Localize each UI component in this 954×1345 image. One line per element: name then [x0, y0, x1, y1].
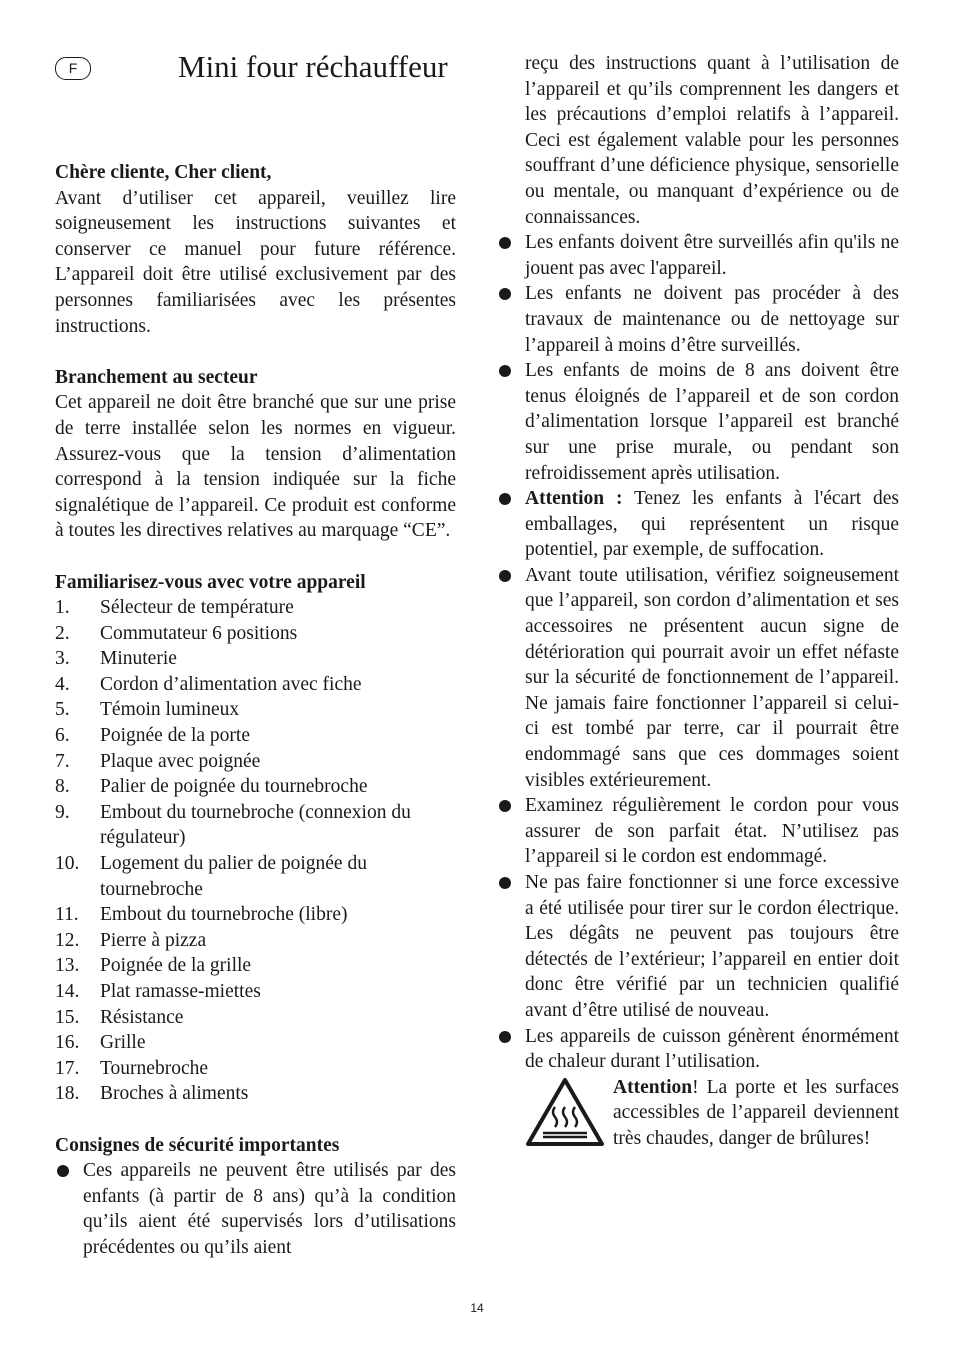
left-column	[55, 160, 456, 1261]
item-label: Résistance	[100, 1006, 184, 1028]
list-item	[55, 1081, 456, 1107]
spacer	[55, 339, 456, 365]
safety-list-continued	[497, 230, 899, 1075]
list-item	[497, 358, 899, 486]
bullet-icon	[499, 288, 511, 300]
hot-warning-text: ! La porte et les surfaces accessibles de l’appareil deviennent très chaudes, danger de brûlures!	[613, 1076, 899, 1149]
item-label: Plat ramasse-miettes	[100, 981, 261, 1002]
item-number: 4.	[55, 673, 70, 695]
item-label: Pierre à pizza	[100, 929, 207, 951]
item-number: 16.	[55, 1032, 80, 1054]
item-label: Plaque avec poignée	[100, 750, 261, 772]
item-label: Grille	[100, 1032, 146, 1054]
item-label: Broches à aliments	[100, 1083, 249, 1105]
intro-heading: Chère cliente, Cher client,	[55, 162, 272, 183]
safety-heading: Consignes de sécurité importantes	[55, 1134, 340, 1156]
item-label: Embout du tournebroche (connexion du régulateur)	[100, 801, 411, 849]
safety-list	[55, 1158, 456, 1260]
bullet-continuation: reçu des instructions quant à l’utilisation de l’appareil et qu’ils comprennent les dangers et les précautions d’emploi relatifs à l’appareil. Ceci est également valable pour les personnes souffrant d’une déficience physique, sensorielle ou mentale, ou manquant d’expérience ou de connaissances.	[525, 53, 899, 228]
item-label: Tournebroche	[100, 1057, 209, 1079]
bullet-icon	[499, 493, 511, 505]
hot-surface-icon	[525, 1077, 605, 1147]
item-label: Poignée de la grille	[100, 955, 252, 977]
intro-text: Avant d’utiliser cet appareil, veuillez lire soigneusement les instructions suivantes et conserver ce manuel pour future référence. L’appareil doit être utilisé exclusivement par des personnes familiarisées avec les présentes instructions.	[55, 187, 456, 337]
page-number: 14	[470, 1301, 484, 1315]
list-item	[497, 793, 899, 870]
bullet-icon	[499, 800, 511, 812]
list-item	[55, 800, 456, 851]
list-item	[55, 1158, 456, 1260]
bullet-text: Tenez les enfants à l'écart des emballages, qui représentent un risque potentiel, par exemple, de suffocation.	[525, 488, 899, 561]
list-item	[55, 672, 456, 698]
list-item	[55, 774, 456, 800]
list-item	[55, 697, 456, 723]
item-number: 9.	[55, 801, 70, 823]
list-item	[55, 902, 456, 928]
list-item	[497, 1024, 899, 1075]
list-item	[55, 953, 456, 979]
page-title: Mini four réchauffeur	[178, 49, 448, 84]
bullet-icon	[57, 1165, 69, 1177]
item-number: 1.	[55, 597, 70, 619]
list-item	[497, 230, 899, 281]
list-item	[55, 1056, 456, 1082]
bullet-icon	[499, 365, 511, 377]
bullet-text: Examinez régulièrement le cordon pour vous assurer de son parfait état. N’utilisez pas l’appareil si le cordon est endommagé.	[525, 795, 899, 868]
list-item	[55, 1030, 456, 1056]
item-label: Commutateur 6 positions	[100, 622, 298, 644]
item-number: 17.	[55, 1057, 80, 1079]
bullet-text: Ne pas faire fonctionner si une force excessive a été utilisée pour tirer sur le cordon électrique. Les dégâts ne peuvent pas toujours être détectés de l’extérieur; l’appareil en entier doit donc être vérifié par un technicien qualifié avant d’être utilisé de nouveau.	[525, 872, 899, 1021]
bullet-icon	[499, 877, 511, 889]
bullet-icon	[499, 237, 511, 249]
item-number: 8.	[55, 776, 70, 798]
item-number: 11.	[55, 904, 79, 926]
bullet-text: Les enfants doivent être surveillés afin qu'ils ne jouent pas avec l'appareil.	[525, 232, 899, 279]
item-label: Témoin lumineux	[100, 699, 240, 721]
list-item	[55, 928, 456, 954]
mains-text: Cet appareil ne doit être branché que sur une prise de terre installée selon les normes en vigueur. Assurez-vous que la tension d’alimentation correspond à la tension indiquée sur la fiche signalétique de l’appareil. Ce produit est conforme à toutes les directives relatives au marquage “CE”.	[55, 392, 456, 542]
bullet-text: Les enfants ne doivent pas procéder à des travaux de maintenance ou de nettoyage sur l’appareil à moins d’être surveillés.	[525, 283, 899, 356]
list-item	[55, 979, 456, 1005]
item-number: 14.	[55, 981, 80, 1002]
item-label: Poignée de la porte	[100, 725, 250, 747]
list-item	[497, 486, 899, 563]
parts-heading: Familiarisez-vous avec votre appareil	[55, 571, 366, 593]
bullet-text: Les enfants de moins de 8 ans doivent être tenus éloignés de l’appareil et de son cordon d’alimentation lorsque l’appareil est branché sur une prise murale, ou pendant son refroidissement après utilisation.	[525, 360, 899, 484]
item-number: 7.	[55, 750, 70, 772]
item-number: 5.	[55, 699, 70, 721]
spacer	[55, 1107, 456, 1133]
list-item	[497, 870, 899, 1024]
bullet-icon	[499, 1031, 511, 1043]
list-item	[55, 595, 456, 621]
item-label: Logement du palier de poignée du tournebroche	[100, 853, 367, 900]
list-item	[55, 1005, 456, 1031]
bullet-text: Ces appareils ne peuvent être utilisés par des enfants (à partir de 8 ans) qu’à la condition qu’ils aient été supervisés lors d’utilisations précédentes ou qu’ils aient	[83, 1160, 456, 1258]
list-item	[55, 646, 456, 672]
hot-warning-label: Attention	[613, 1076, 693, 1098]
item-number: 10.	[55, 853, 80, 875]
hot-surface-warning	[497, 1075, 899, 1152]
item-number: 3.	[55, 648, 70, 670]
bullet-text: Avant toute utilisation, vérifiez soigneusement que l’appareil, son cordon d’alimentation et ses accessoires ne présentent aucun signe de détérioration qui pourrait avoir un effet néfaste sur la sécurité de fonctionnement de l’appareil. Ne jamais faire fonctionner l’appareil si celui-ci est tombé par terre, car il pourrait être endommagé sans que ces dommages soient visibles extérieurement.	[525, 564, 899, 791]
item-label: Minuterie	[100, 648, 177, 670]
item-label: Sélecteur de température	[100, 597, 294, 619]
list-item	[55, 851, 456, 902]
item-number: 13.	[55, 955, 80, 977]
list-item	[55, 723, 456, 749]
parts-list	[55, 595, 456, 1107]
bullet-icon	[499, 570, 511, 582]
bullet-text: Les appareils de cuisson génèrent énormément de chaleur durant l’utilisation.	[525, 1025, 899, 1073]
item-label: Cordon d’alimentation avec fiche	[100, 673, 362, 695]
item-number: 12.	[55, 929, 80, 951]
attention-label: Attention :	[525, 488, 623, 510]
item-number: 6.	[55, 725, 70, 747]
item-number: 18.	[55, 1083, 80, 1105]
spacer	[55, 544, 456, 570]
item-number: 2.	[55, 622, 70, 644]
language-badge: F	[55, 57, 91, 80]
item-number: 15.	[55, 1006, 80, 1028]
item-label: Embout du tournebroche (libre)	[100, 904, 348, 926]
list-item	[497, 281, 899, 358]
list-item	[55, 749, 456, 775]
list-item	[497, 563, 899, 793]
list-item	[55, 621, 456, 647]
right-column	[497, 51, 899, 1152]
mains-heading: Branchement au secteur	[55, 366, 258, 388]
item-label: Palier de poignée du tournebroche	[100, 776, 368, 798]
